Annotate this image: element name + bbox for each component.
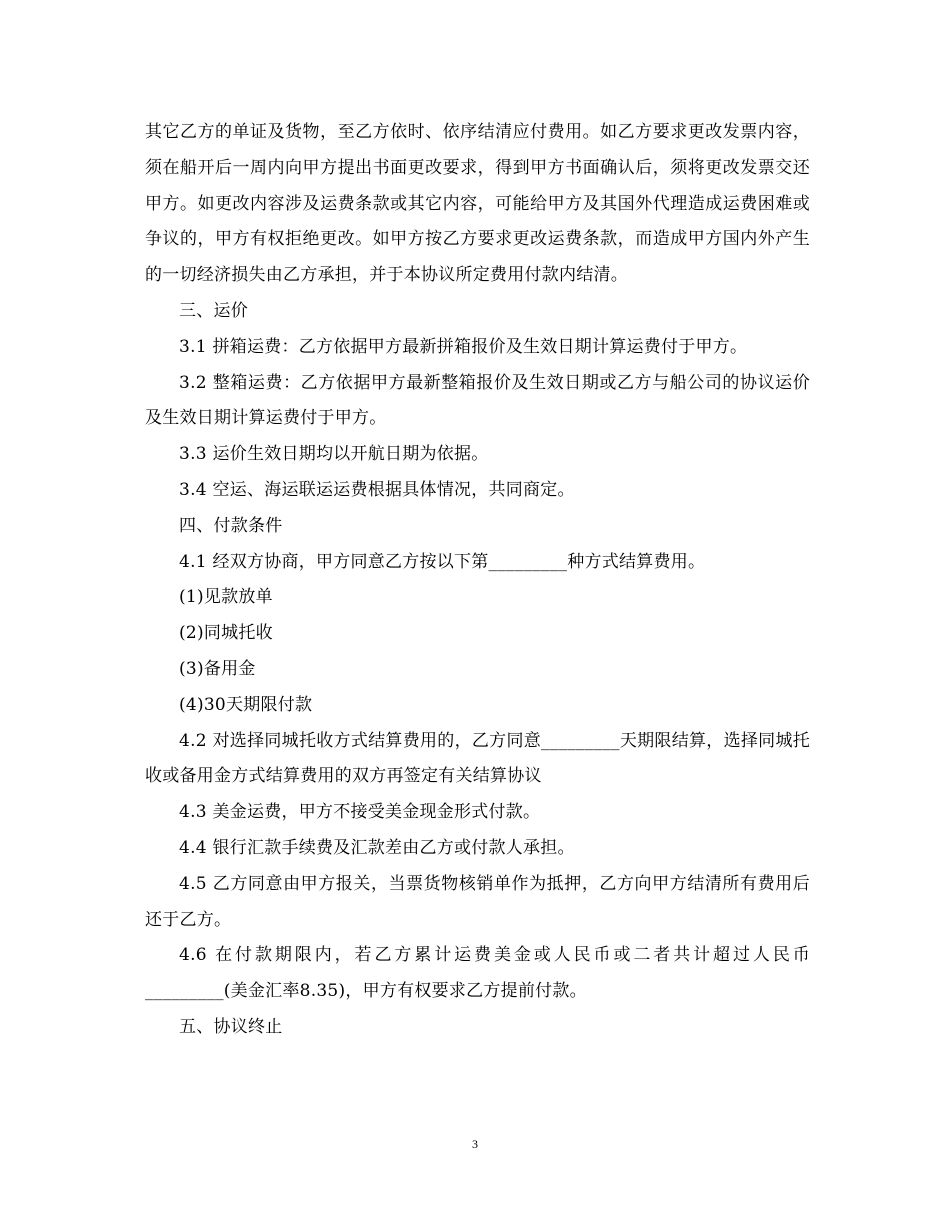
clause-3-1: 3.1 拼箱运费：乙方依据甲方最新拼箱报价及生效日期计算运费付于甲方。 — [179, 336, 748, 357]
section-heading-payment-terms: 四、付款条件 — [179, 515, 283, 536]
clause-3-2: 3.2 整箱运费：乙方依据甲方最新整箱报价及生效日期或乙方与船公司的协议运价及生效日期计算运费付于甲方。 — [145, 372, 810, 429]
clause-3-3: 3.3 运价生效日期均以开航日期为依据。 — [179, 444, 489, 465]
clause-4-6: 4.6 在付款期限内，若乙方累计运费美金或人民币或二者共计超过人民币_________(美金汇率8.35)，甲方有权要求乙方提前付款。 — [145, 945, 810, 1002]
payment-option-4: (4)30天期限付款 — [179, 694, 313, 715]
clause-4-4: 4.4 银行汇款手续费及汇款差由乙方或付款人承担。 — [179, 837, 575, 858]
clause-4-1: 4.1 经双方协商，甲方同意乙方按以下第_________种方式结算费用。 — [179, 551, 706, 572]
payment-option-1: (1)见款放单 — [179, 587, 273, 608]
section-heading-termination: 五、协议终止 — [179, 1016, 283, 1037]
clause-4-2: 4.2 对选择同城托收方式结算费用的，乙方同意_________天期限结算，选择同城托收或备用金方式结算费用的双方再签定有关结算协议 — [145, 730, 810, 787]
payment-option-2: (2)同城托收 — [179, 623, 273, 644]
page-number: 3 — [472, 1137, 478, 1151]
clause-3-4: 3.4 空运、海运联运运费根据具体情况，共同商定。 — [179, 479, 575, 500]
payment-option-3: (3)备用金 — [179, 658, 256, 679]
paragraph-continuation: 其它乙方的单证及货物，至乙方依时、依序结清应付费用。如乙方要求更改发票内容，须在船开后一周内向甲方提出书面更改要求，得到甲方书面确认后，须将更改发票交还甲方。如更改内容涉及运费条款或其它内容，可能给甲方及其国外代理造成运费困难或争议的，甲方有权拒绝更改。如甲方按乙方要求更改运费条款，而造成甲方国内外产生的一切经济损失由乙方承担，并于本协议所定费用付款内结清。 — [145, 122, 810, 286]
document-body — [145, 115, 810, 1046]
section-heading-pricing: 三、运价 — [179, 300, 248, 321]
clause-4-5: 4.5 乙方同意由甲方报关，当票货物核销单作为抵押，乙方向甲方结清所有费用后还于乙方。 — [145, 873, 810, 930]
clause-4-3: 4.3 美金运费，甲方不接受美金现金形式付款。 — [179, 802, 541, 823]
